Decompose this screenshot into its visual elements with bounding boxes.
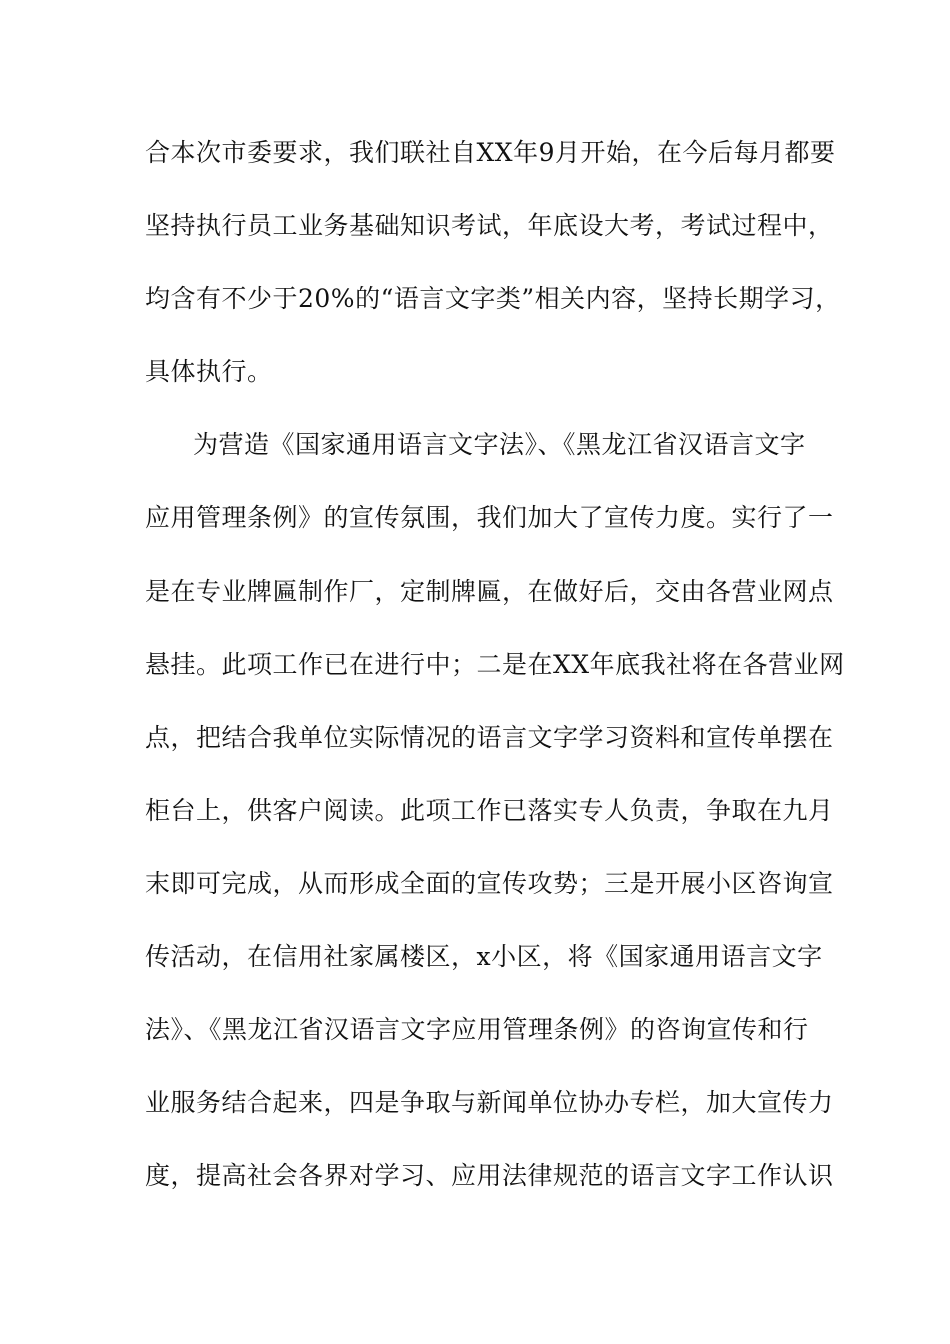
text-line-9: 点，把结合我单位实际情况的语言文字学习资料和宣传单摆在 [145, 722, 834, 752]
text-line-10: 柜台上，供客户阅读。此项工作已落实专人负责，争取在九月 [145, 795, 834, 825]
text-line-3: 均含有不少于20%的“语言文字类”相关内容，坚持长期学习， [145, 284, 841, 314]
document-body [145, 128, 845, 1224]
text-line-14: 业服务结合起来，四是争取与新闻单位协办专栏，加大宣传力 [145, 1088, 834, 1118]
text-line-12: 传活动，在信用社家属楼区，x小区，将《国家通用语言文字 [145, 942, 823, 972]
text-line-8: 悬挂。此项工作已在进行中；二是在XX年底我社将在各营业网 [145, 649, 845, 679]
text-line-1: 合本次市委要求，我们联社自XX年9月开始，在今后每月都要 [145, 138, 836, 167]
text-line-7: 是在专业牌匾制作厂，定制牌匾，在做好后，交由各营业网点 [145, 576, 834, 606]
paragraph-2-first-line: 为营造《国家通用语言文字法》、《黑龙江省汉语言文字 [193, 430, 806, 460]
text-line-6: 应用管理条例》的宣传氛围，我们加大了宣传力度。实行了一 [145, 503, 834, 533]
text-line-11: 末即可完成，从而形成全面的宣传攻势；三是开展小区咨询宣 [145, 868, 834, 898]
text-line-2: 坚持执行员工业务基础知识考试，年底设大考，考试过程中， [145, 211, 834, 241]
text-line-13: 法》、《黑龙江省汉语言文字应用管理条例》的咨询宣传和行 [145, 1015, 809, 1045]
text-line-15: 度，提高社会各界对学习、应用法律规范的语言文字工作认识 [145, 1161, 834, 1191]
text-line-4: 具体执行。 [145, 357, 273, 387]
